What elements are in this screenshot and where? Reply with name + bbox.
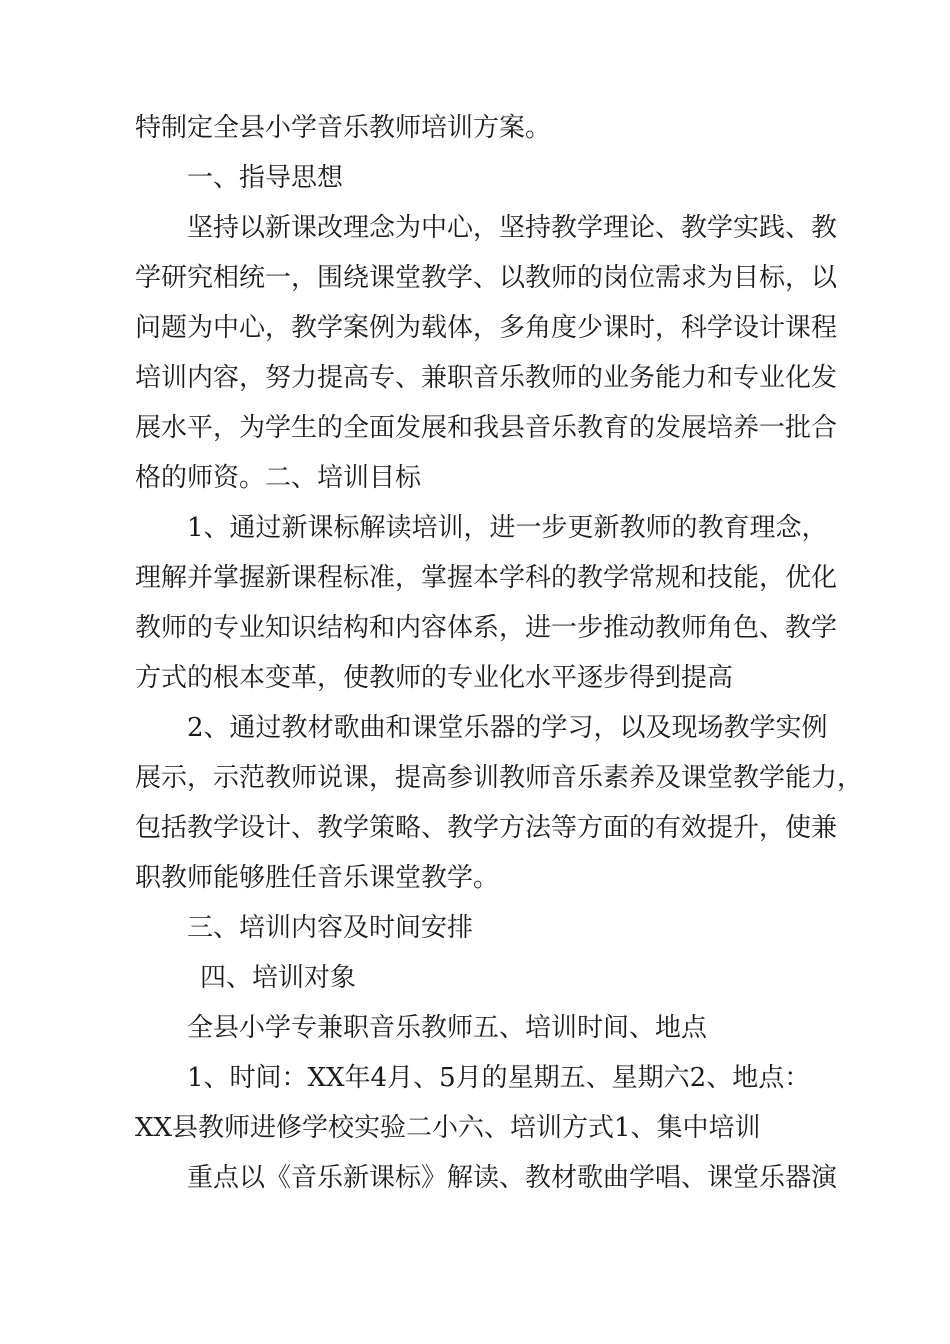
section-heading: 三、培训内容及时间安排 [187, 913, 474, 943]
text-line: 格的师资。二、培训目标 [135, 463, 422, 493]
text-line: 展水平，为学生的全面发展和我县音乐教育的发展培养一批合 [135, 413, 838, 443]
text-line: 方式的根本变革，使教师的专业化水平逐步得到提高 [135, 663, 734, 693]
text-line: 2、通过教材歌曲和课堂乐器的学习，以及现场教学实例 [187, 713, 828, 743]
section-heading: 四、培训对象 [200, 963, 357, 993]
text-line: 全县小学专兼职音乐教师五、培训时间、地点 [187, 1013, 708, 1043]
text-line: XX县教师进修学校实验二小六、培训方式1、集中培训 [135, 1113, 761, 1143]
text-line: 教师的专业知识结构和内容体系，进一步推动教师角色、教学 [135, 613, 838, 643]
text-line: 1、时间：XX年4月、5月的星期五、星期六2、地点： [187, 1063, 811, 1093]
section-heading: 一、指导思想 [187, 163, 344, 193]
text-line: 坚持以新课改理念为中心，坚持教学理论、教学实践、教 [187, 213, 838, 243]
text-line: 展示，示范教师说课，提高参训教师音乐素养及课堂教学能力， [135, 763, 864, 793]
text-line: 问题为中心，教学案例为载体，多角度少课时，科学设计课程 [135, 313, 838, 343]
text-line: 特制定全县小学音乐教师培训方案。 [135, 113, 552, 143]
text-line: 1、通过新课标解读培训，进一步更新教师的教育理念， [187, 513, 828, 543]
text-line: 理解并掌握新课程标准，掌握本学科的教学常规和技能，优化 [135, 563, 838, 593]
text-line: 培训内容，努力提高专、兼职音乐教师的业务能力和专业化发 [135, 363, 838, 393]
text-line: 职教师能够胜任音乐课堂教学。 [135, 863, 500, 893]
text-line: 重点以《音乐新课标》解读、教材歌曲学唱、课堂乐器演 [187, 1163, 838, 1193]
text-line: 学研究相统一，围绕课堂教学、以教师的岗位需求为目标，以 [135, 263, 838, 293]
text-line: 包括教学设计、教学策略、教学方法等方面的有效提升，使兼 [135, 813, 838, 843]
